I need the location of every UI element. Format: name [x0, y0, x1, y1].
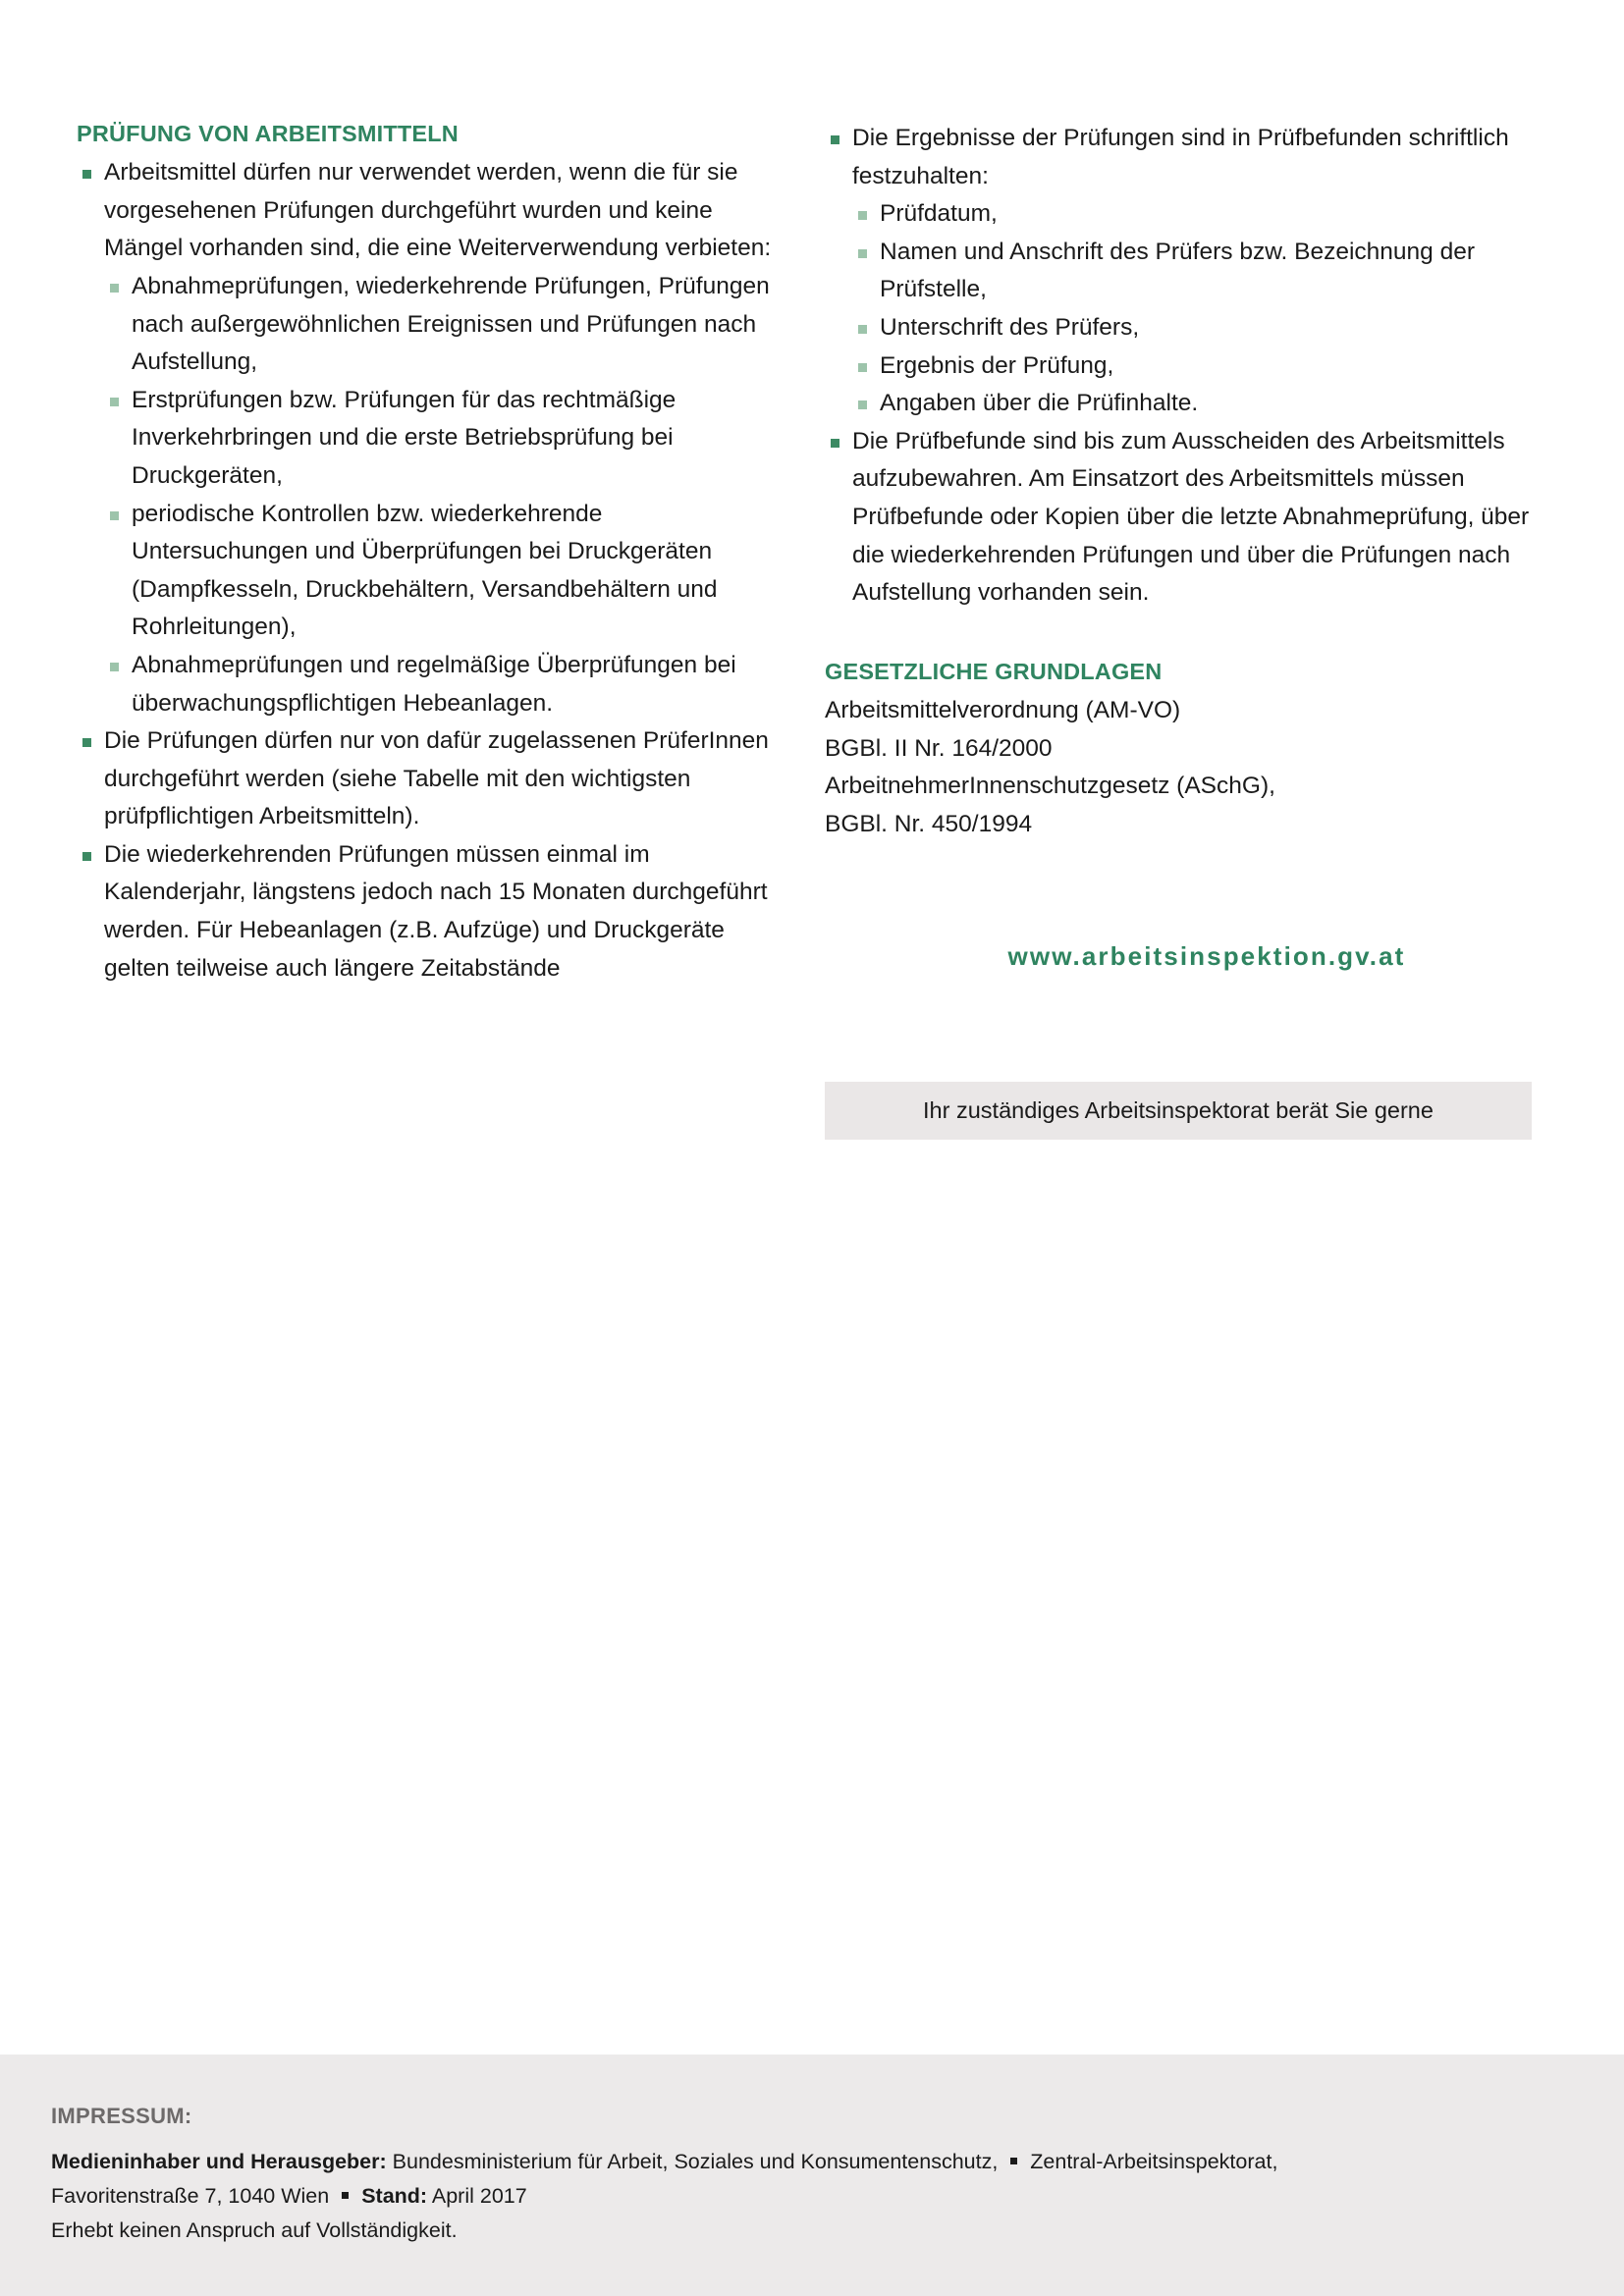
list-item — [77, 722, 784, 836]
list-item — [104, 382, 784, 496]
left-column — [77, 120, 784, 988]
content-columns — [0, 120, 1624, 1140]
right-column — [825, 120, 1532, 1140]
impressum-line-3: Erhebt keinen Anspruch auf Vollständigkeit. — [51, 2218, 458, 2242]
impressum-department: Zentral-Arbeitsinspektorat, — [1030, 2150, 1278, 2173]
bullet-text: Unterschrift des Prüfers, — [880, 313, 1140, 341]
right-bullet-list — [825, 120, 1532, 613]
bullet-text: periodische Kontrollen bzw. wiederkehrende Untersuchungen und Überprüfungen bei Druckgeräten (Dampfkesseln, Druckbehältern, Versandbehältern und Rohrleitungen), — [132, 500, 718, 641]
legal-line: ArbeitnehmerInnenschutzgesetz (ASchG), — [825, 773, 1275, 800]
impressum-stand-value: April 2017 — [431, 2184, 527, 2208]
impressum-publisher-label: Medieninhaber und Herausgeber: — [51, 2150, 387, 2173]
left-bullet-list — [77, 154, 784, 988]
bullet-text: Angaben über die Prüfinhalte. — [880, 390, 1199, 417]
list-item — [104, 647, 784, 722]
website-url[interactable]: www.arbeitsinspektion.gv.at — [1007, 941, 1406, 972]
impressum-line-1 — [51, 2145, 1624, 2179]
bullet-text: Abnahmeprüfungen, wiederkehrende Prüfungen, Prüfungen nach außergewöhnlichen Ereignissen und Prüfungen nach Aufstellung, — [132, 272, 770, 376]
bullet-text: Prüfdatum, — [880, 200, 998, 228]
bullet-text: Die Ergebnisse der Prüfungen sind in Prüfbefunden schriftlich festzuhalten: — [852, 120, 1532, 195]
bullet-text: Ergebnis der Prüfung, — [880, 351, 1114, 379]
list-item — [852, 385, 1532, 423]
impressum-stand-label: Stand: — [361, 2184, 428, 2208]
bullet-text: Erstprüfungen bzw. Prüfungen für das rechtmäßige Inverkehrbringen und die erste Betriebsprüfung bei Druckgeräten, — [132, 386, 677, 489]
legal-line: Arbeitsmittelverordnung (AM-VO) — [825, 696, 1181, 723]
list-item — [77, 836, 784, 988]
list-item — [852, 195, 1532, 234]
bullet-text: Die Prüfbefunde sind bis zum Ausscheiden des Arbeitsmittels aufzubewahren. Am Einsatzort des Arbeitsmittels müssen Prüfbefunde oder Kopien über die letzte Abnahmeprüfung, über die wiederkehrenden Prüfungen und über die Prüfungen nach Aufstellung vorhanden sein. — [852, 423, 1532, 613]
impressum-publisher-value: Bundesministerium für Arbeit, Soziales und Konsumentenschutz, — [392, 2150, 999, 2173]
list-item — [852, 234, 1532, 309]
advisory-notice-text: Ihr zuständiges Arbeitsinspektorat berät Sie gerne — [923, 1097, 1434, 1124]
bullet-text: Die Prüfungen dürfen nur von dafür zugelassenen PrüferInnen durchgeführt werden (siehe Tabelle mit den wichtigsten prüfpflichtigen Arbeitsmitteln). — [104, 722, 784, 836]
legal-line: BGBl. Nr. 450/1994 — [825, 810, 1033, 837]
legal-basis-lines — [825, 692, 1532, 843]
left-sub-list-1 — [104, 268, 784, 722]
list-item — [104, 268, 784, 382]
bullet-text: Namen und Anschrift des Prüfers bzw. Bezeichnung der Prüfstelle, — [880, 238, 1476, 303]
left-section-heading: PRÜFUNG VON ARBEITSMITTELN — [77, 121, 459, 146]
legal-line: BGBl. II Nr. 164/2000 — [825, 734, 1053, 762]
impressum-address: Favoritenstraße 7, 1040 Wien — [51, 2184, 330, 2208]
impressum-footer — [0, 2055, 1624, 2296]
right-sub-list-1 — [852, 195, 1532, 423]
list-item — [77, 154, 784, 722]
bullet-text: Die wiederkehrenden Prüfungen müssen einmal im Kalenderjahr, längstens jedoch nach 15 Monaten durchgeführt werden. Für Hebeanlagen (z.B. Aufzüge) und Druckgeräte gelten teilweise auch längere Zeitabstände — [104, 836, 784, 988]
legal-section-heading: GESETZLICHE GRUNDLAGEN — [825, 658, 1163, 684]
list-item — [825, 423, 1532, 613]
list-item — [104, 496, 784, 647]
list-item — [852, 347, 1532, 386]
impressum-line-2 — [51, 2179, 1624, 2214]
advisory-notice-box — [825, 1082, 1532, 1140]
bullet-text: Arbeitsmittel dürfen nur verwendet werden, wenn die für sie vorgesehenen Prüfungen durchgeführt wurden und keine Mängel vorhanden sind, die eine Weiterverwendung verbieten: — [104, 154, 784, 268]
bullet-text: Abnahmeprüfungen und regelmäßige Überprüfungen bei überwachungspflichtigen Hebeanlagen. — [132, 651, 736, 717]
list-item — [825, 120, 1532, 423]
impressum-label: IMPRESSUM: — [51, 2104, 192, 2128]
separator-square-icon — [1010, 2158, 1017, 2164]
separator-square-icon — [342, 2192, 349, 2199]
list-item — [852, 309, 1532, 347]
impressum-body — [51, 2145, 1624, 2248]
